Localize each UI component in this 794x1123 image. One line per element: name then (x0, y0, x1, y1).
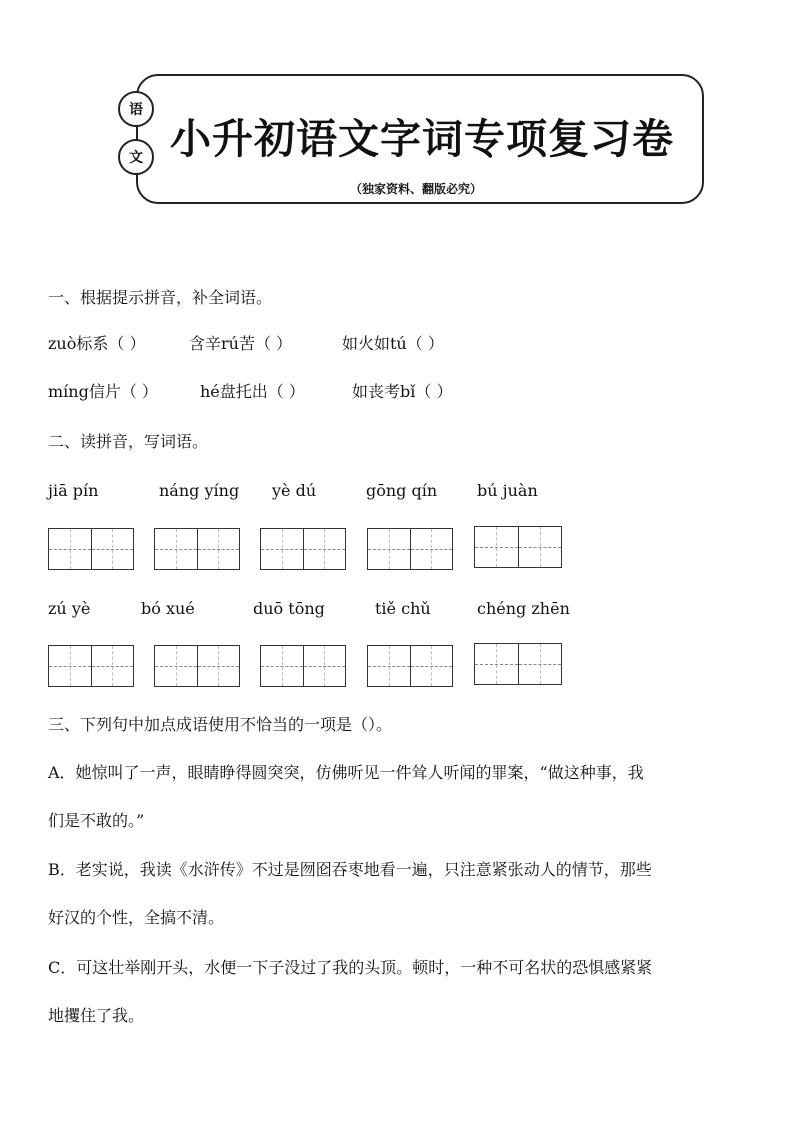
writing-grid[interactable] (154, 528, 240, 570)
option-a (48, 749, 748, 845)
fill-item: hé盘托出（ ） (200, 382, 305, 401)
fill-item: zuò标系（ ） (48, 334, 146, 353)
pinyin-label: duō tōng (253, 599, 325, 618)
badge-top-label: 语 (129, 102, 143, 118)
option-a-line1: A．她惊叫了一声，眼睛睁得圆突突，仿佛听见一件耸人听闻的罪案，“做这种事，我 (48, 763, 644, 782)
grid-cell[interactable] (92, 646, 134, 686)
pinyin-label: bó xué (141, 599, 195, 618)
writing-grid[interactable] (48, 645, 134, 687)
grid-cell[interactable] (198, 646, 240, 686)
badge-bottom-label: 文 (129, 150, 143, 166)
pinyin-label: náng yíng (159, 481, 240, 500)
writing-grid[interactable] (260, 528, 346, 570)
grid-cell[interactable] (304, 646, 346, 686)
subject-badge-top (118, 91, 154, 127)
pinyin-label: jiā pín (48, 481, 99, 500)
grid-cell[interactable] (155, 646, 198, 686)
grid-cell[interactable] (475, 527, 519, 567)
writing-grid[interactable] (367, 528, 453, 570)
pinyin-label: tiě chǔ (375, 599, 431, 618)
grid-cell[interactable] (304, 529, 346, 569)
pinyin-row-2 (48, 598, 748, 620)
grid-cell[interactable] (411, 529, 453, 569)
page-title: 小升初语文字词专项复习卷 (170, 115, 674, 163)
section1-row1 (48, 333, 748, 355)
grid-cell[interactable] (92, 529, 134, 569)
writing-grid[interactable] (367, 645, 453, 687)
pinyin-row-1 (48, 480, 748, 502)
option-b-line1: B．老实说，我读《水浒传》不过是囫囵吞枣地看一遍，只注意紧张动人的情节，那些 (48, 860, 652, 879)
writing-grid[interactable] (154, 645, 240, 687)
section3-heading: 三、下列句中加点成语使用不恰当的一项是（）。 (48, 715, 393, 734)
option-a-line2: 们是不敢的。” (48, 811, 145, 830)
pinyin-label: yè dú (272, 481, 317, 500)
fill-item: 含辛rú苦（ ） (189, 334, 293, 353)
grid-cell[interactable] (49, 646, 92, 686)
option-b (48, 846, 748, 942)
writing-grid[interactable] (474, 643, 562, 685)
writing-grid[interactable] (48, 528, 134, 570)
section1-row2 (48, 381, 748, 403)
writing-grid[interactable] (260, 645, 346, 687)
option-c-line2: 地攫住了我。 (48, 1006, 145, 1025)
grid-cell[interactable] (261, 646, 304, 686)
option-b-line2: 好汉的个性，全搞不清。 (48, 908, 225, 927)
option-c-line1: C．可这壮举刚开头，水便一下子没过了我的头顶。顿时，一种不可名状的恐惧感紧紧 (48, 958, 653, 977)
grid-cell[interactable] (519, 527, 562, 567)
section2-heading: 二、读拼音，写词语。 (48, 432, 209, 451)
fill-item: 如火如tú（ ） (342, 334, 444, 353)
pinyin-label: gōng qín (366, 481, 438, 500)
grid-cell[interactable] (49, 529, 92, 569)
grid-cell[interactable] (261, 529, 304, 569)
pinyin-label: chéng zhēn (477, 599, 570, 618)
pinyin-label: bú juàn (477, 481, 538, 500)
grid-cell[interactable] (411, 646, 453, 686)
fill-item: 如丧考bǐ（ ） (352, 382, 453, 401)
grid-cell[interactable] (519, 644, 562, 684)
subject-badge-bottom (118, 139, 154, 175)
grid-cell[interactable] (155, 529, 198, 569)
grid-cell[interactable] (368, 529, 411, 569)
fill-item: míng信片（ ） (48, 382, 158, 401)
grid-cell[interactable] (198, 529, 240, 569)
page-subtitle: （独家资料、翻版必究） (350, 182, 483, 196)
writing-grid[interactable] (474, 526, 562, 568)
grid-cell[interactable] (475, 644, 519, 684)
pinyin-label: zú yè (48, 599, 91, 618)
option-c (48, 944, 748, 1040)
grid-cell[interactable] (368, 646, 411, 686)
section1-heading: 一、根据提示拼音，补全词语。 (48, 288, 273, 307)
